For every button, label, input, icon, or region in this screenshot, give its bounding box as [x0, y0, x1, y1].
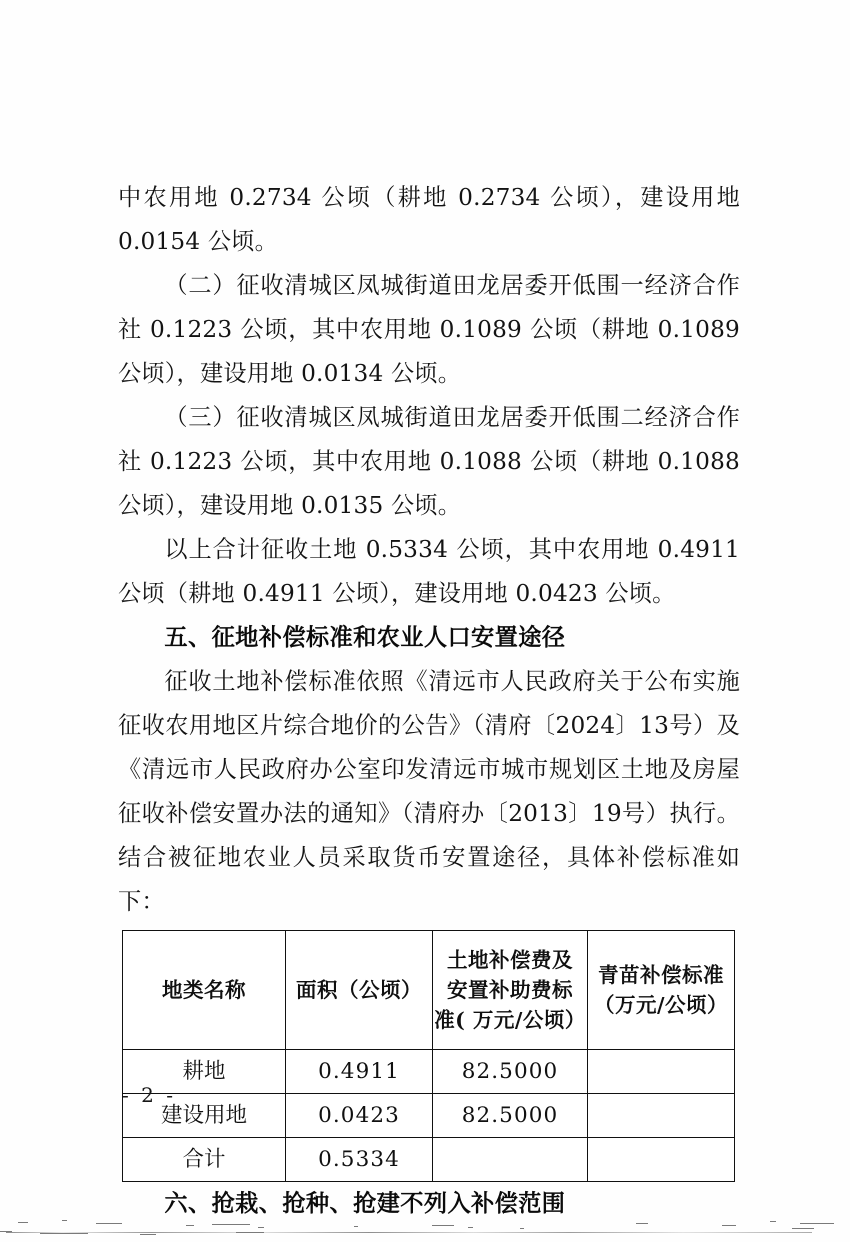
compensation-table	[122, 930, 735, 1182]
paragraph-item-three: （三）征收清城区凤城街道田龙居委开低围二经济合作社 0.1223 公顷，其中农用地 0.1088 公顷（耕地 0.1088 公顷），建设用地 0.0135 公顷。	[118, 404, 740, 519]
cell-land-type: 合计	[123, 1138, 286, 1182]
cell-area: 0.0423	[286, 1094, 433, 1138]
cell-land-type: 耕地	[123, 1050, 286, 1094]
column-header-land-fee-line-1: 土地补偿费及	[447, 948, 573, 972]
table-header	[123, 931, 735, 1050]
column-header-land-fee-line-3: 准( 万元/公顷）	[434, 1008, 586, 1032]
table-row	[123, 1094, 735, 1138]
table-row	[123, 1138, 735, 1182]
column-header-area-line-1: 面积（公顷）	[296, 978, 422, 1002]
paragraph-compensation-standard: 征收土地补偿标准依照《清远市人民政府关于公布实施征收农用地区片综合地价的公告》（清府〔2024〕13号）及《清远市人民政府办公室印发清远市城市规划区土地及房屋征收补偿安置办法的通知》（清府办〔2013〕19号）执行。结合被征地农业人员采取货币安置途径，具体补偿标准如下：	[118, 668, 740, 915]
column-header-land-fee-line-2: 安置补助费标	[447, 978, 573, 1002]
cell-land-fee: 82.5000	[433, 1094, 588, 1138]
cell-seedling	[588, 1138, 735, 1182]
section-heading-six: 六、抢栽、抢种、抢建不列入补偿范围	[164, 1190, 566, 1217]
column-header-seedling-line-1: 青苗补偿标准	[598, 963, 724, 987]
column-header-seedling-line-2: （万元/公顷）	[594, 993, 728, 1017]
table-header-row	[123, 931, 735, 1050]
column-header-land-type	[123, 931, 286, 1050]
paragraph-item-two: （二）征收清城区凤城街道田龙居委开低围一经济合作社 0.1223 公顷，其中农用地 0.1089 公顷（耕地 0.1089 公顷），建设用地 0.0134 公顷。	[118, 272, 740, 387]
compensation-table-container	[122, 930, 734, 1182]
paragraph-continuation-line: 中农用地 0.2734 公顷（耕地 0.2734 公顷），建设用地 0.0154 公顷。	[118, 184, 740, 255]
column-header-area	[286, 931, 433, 1050]
cell-land-fee	[433, 1138, 588, 1182]
cell-land-fee: 82.5000	[433, 1050, 588, 1094]
cell-land-type: 建设用地	[123, 1094, 286, 1138]
cell-area: 0.4911	[286, 1050, 433, 1094]
scan-artifact-baseline	[6, 1232, 812, 1233]
cell-seedling	[588, 1050, 735, 1094]
section-heading-five: 五、征地补偿标准和农业人口安置途径	[164, 624, 566, 651]
cell-seedling	[588, 1094, 735, 1138]
scan-artifact-noise	[0, 1214, 850, 1242]
column-header-seedling-compensation	[588, 931, 735, 1050]
document-body	[118, 176, 740, 1226]
table-body	[123, 1050, 735, 1182]
column-header-land-type-line-1: 地类名称	[162, 978, 246, 1002]
column-header-land-compensation-fee	[433, 931, 588, 1050]
page-number: - 2 -	[122, 1083, 176, 1107]
paragraph-total-summary: 以上合计征收土地 0.5334 公顷，其中农用地 0.4911 公顷（耕地 0.4911 公顷），建设用地 0.0423 公顷。	[118, 536, 740, 607]
cell-area: 0.5334	[286, 1138, 433, 1182]
table-row	[123, 1050, 735, 1094]
